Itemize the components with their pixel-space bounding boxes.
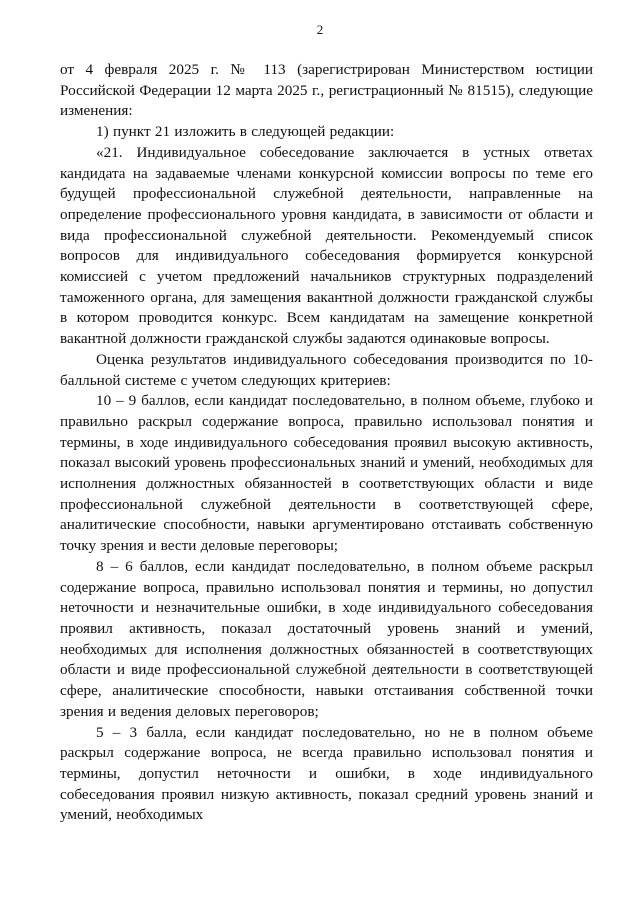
paragraph-item-1: 1) пункт 21 изложить в следующей редакции:	[96, 123, 395, 141]
paragraph-score-5-3: 5 – 3 балла, если кандидат последовательно, но не в полном объеме раскрыл содержание вопроса, не всегда правильно использовал понятия и термины, допустил неточности и ошибки, в ходе индивидуального собеседования проявил низкую активность, показал средний уровень знаний и умений, необходимых	[60, 723, 593, 824]
paragraph-evaluation: Оценка результатов индивидуального собеседования производится по 10-балльной системе с учетом следующих критериев:	[60, 350, 593, 389]
paragraph-clause-21: «21. Индивидуальное собеседование заключается в устных ответах кандидата на задаваемые членами конкурсной комиссии вопросы по теме его будущей профессиональной служебной деятельности, направленные на определение профессионального уровня кандидата, в зависимости от области и вида профессиональной служебной деятельности. Рекомендуемый список вопросов для индивидуального собеседования формируется конкурсной комиссией с учетом предложений начальников структурных подразделений таможенного органа, для замещения вакантной должности гражданской службы в котором проводится конкурс. Всем кандидатам на замещение конкретной вакантной должности гражданской службы задаются одинаковые вопросы.	[60, 143, 593, 348]
page-number: 2	[316, 22, 324, 37]
paragraph-score-8-6: 8 – 6 баллов, если кандидат последовательно, в полном объеме раскрыл содержание вопроса, правильно использовал понятия и термины, но допустил неточности и незначительные ошибки, в ходе индивидуального собеседования проявил активность, показал достаточный уровень знаний и умений, необходимых для исполнения должностных обязанностей в соответствующих области и виде профессиональной служебной деятельности в соответствующей сфере, аналитические способности, навыки отстаивания собственной точки зрения и ведения деловых переговоров;	[60, 557, 593, 720]
paragraph-score-10-9: 10 – 9 баллов, если кандидат последовательно, в полном объеме, глубоко и правильно раскрыл содержание вопроса, правильно использовал понятия и термины, в ходе индивидуального собеседования проявил высокую активность, показал высокий уровень профессиональных знаний и умений, необходимых для исполнения должностных обязанностей в соответствующих области и виде профессиональной служебной деятельности в соответствующей сфере, аналитические способности, навыки аргументировано отстаивать собственную точку зрения и вести деловые переговоры;	[60, 392, 593, 555]
document-body	[60, 60, 593, 826]
paragraph-intro: от 4 февраля 2025 г. № 113 (зарегистрирован Министерством юстиции Российской Федерации 12 марта 2025 г., регистрационный № 81515), следующие изменения:	[60, 61, 593, 120]
